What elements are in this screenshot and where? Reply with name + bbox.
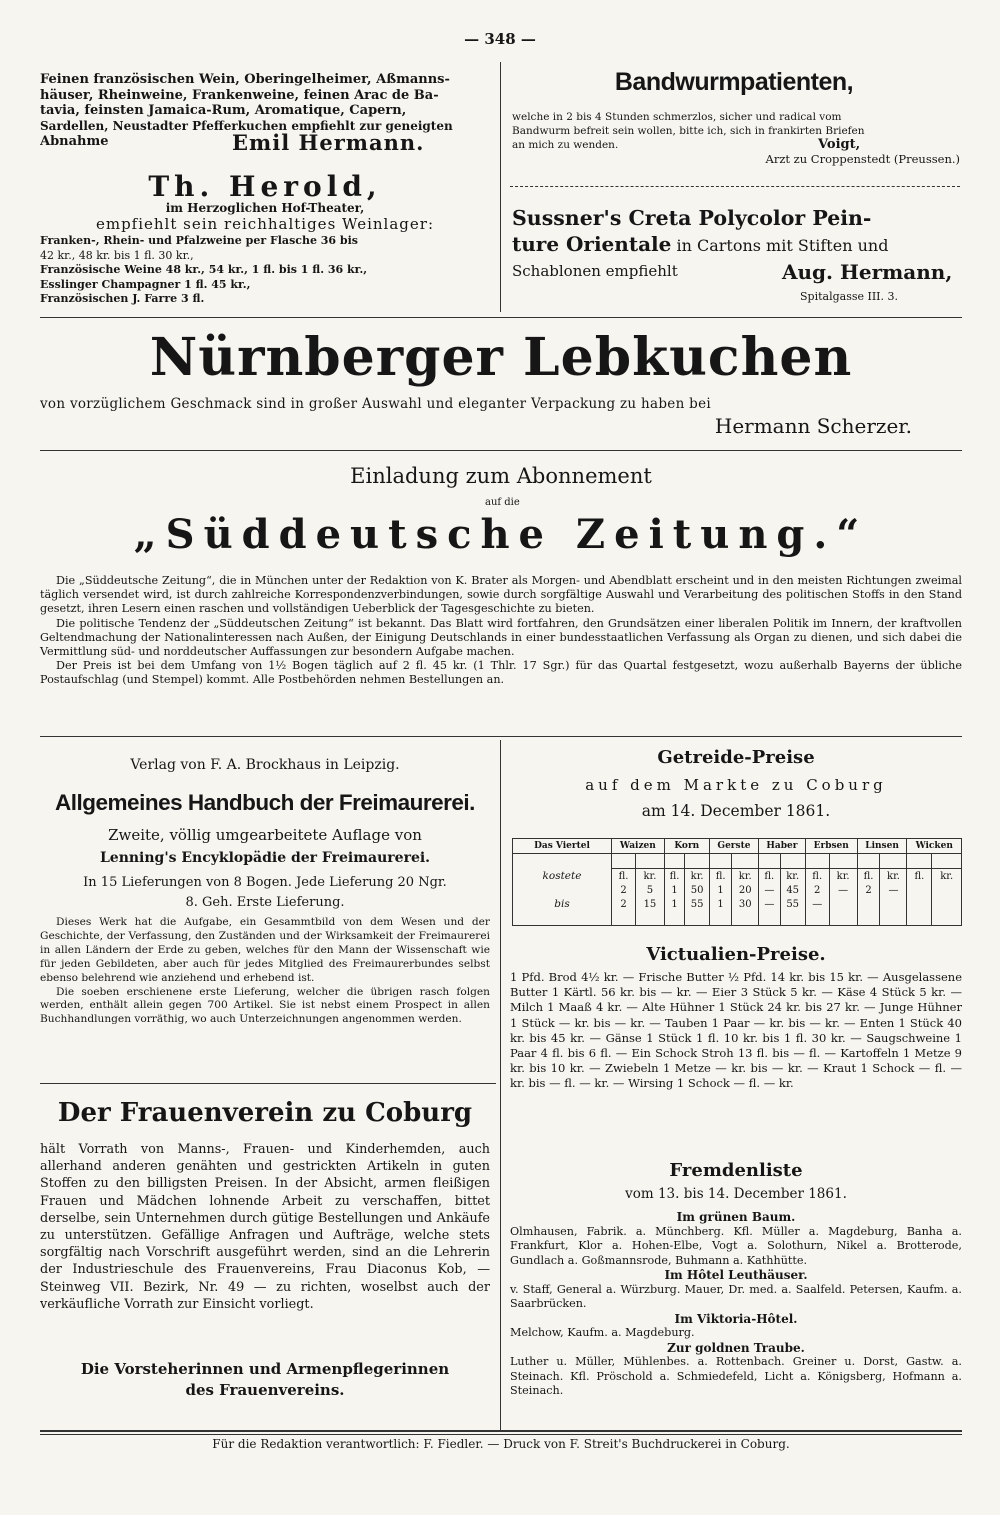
tapeworm-signer-title: Arzt zu Croppenstedt (Preussen.)	[765, 152, 960, 166]
grain-cell: 15	[636, 897, 665, 911]
creta-address: Spitalgasse III. 3.	[800, 290, 899, 303]
grain-cell: 2	[857, 883, 880, 897]
grain-title: Getreide-Preise	[657, 747, 815, 768]
column-divider	[500, 62, 501, 312]
herold-list	[40, 234, 490, 307]
wine-ad-line: Abnahme	[40, 134, 109, 149]
rule	[40, 736, 962, 737]
grain-cell: 2	[612, 897, 636, 911]
herold-line: Französische Weine 48 kr., 54 kr., 1 fl. bis 1 fl. 36 kr.,	[40, 263, 368, 276]
grain-header: Korn	[664, 839, 709, 854]
grain-cell: 55	[685, 897, 709, 911]
grain-unit: kr.	[880, 869, 907, 884]
grain-cell: —	[759, 883, 781, 897]
rule	[40, 317, 962, 318]
guest-entries: Olmhausen, Fabrik. a. Münchberg. Kfl. Müller a. Magdeburg, Banha a. Frankfurt, Klor a. Hohen-Elbe, Vogt a. Solothurn, Nikel a. Brotterode, Gundlach a. Goßmannsrode, Buhmann a. Kathhütte.	[510, 1224, 962, 1267]
lebkuchen-text: von vorzüglichem Geschmack sind in großer Auswahl und eleganter Verpackung zu haben bei	[40, 396, 712, 412]
grain-cell: 55	[780, 897, 805, 911]
grain-cell	[880, 897, 907, 911]
column-divider	[500, 740, 501, 1430]
grain-cell: 1	[664, 883, 685, 897]
guest-entries: Luther u. Müller, Mühlenbes. a. Rottenbach. Greiner u. Dorst, Gastw. a. Steinach. Kfl. Pröschold a. Schmiedefeld, Licht a. Königsberg, Hofmann a. Steinach.	[510, 1355, 962, 1397]
grain-cell: 20	[732, 883, 759, 897]
page-number: — 348 —	[464, 30, 536, 48]
herold-name: Th. Herold,	[148, 170, 382, 203]
grain-cell: —	[805, 897, 829, 911]
grain-row-label: kostete	[513, 869, 612, 884]
subscription-body	[40, 574, 962, 688]
grain-cell: 50	[685, 883, 709, 897]
grain-unit: fl.	[612, 869, 636, 884]
grain-cell: 2	[805, 883, 829, 897]
grain-row-label: bis	[513, 897, 612, 911]
grain-unit: kr.	[732, 869, 759, 884]
grain-cell: 5	[636, 883, 665, 897]
herold-intro: empfiehlt sein reichhaltiges Weinlager:	[95, 215, 435, 233]
subscription-line2: auf die	[485, 497, 520, 508]
lebkuchen-merchant: Hermann Scherzer.	[714, 414, 912, 438]
creta-line2	[512, 232, 972, 256]
tapeworm-title: Bandwurmpatienten,	[614, 68, 854, 96]
grain-header: Erbsen	[805, 839, 857, 854]
grain-unit: fl.	[664, 869, 685, 884]
creta-merchant: Aug. Hermann,	[782, 260, 953, 284]
subscription-line1: Einladung zum Abonnement	[350, 464, 652, 488]
herold-line: Esslinger Champagner 1 fl. 45 kr.,	[40, 277, 251, 291]
freemason-sub2: Lenning's Encyklopädie der Freimaurerei.	[99, 850, 431, 866]
footer-rule	[40, 1430, 962, 1432]
frauenverein-title: Der Frauenverein zu Coburg	[57, 1098, 473, 1128]
creta-line2-rest: in Cartons mit Stiften und	[676, 236, 889, 255]
herold-line: 42 kr., 48 kr. bis 1 fl. 30 kr.,	[40, 248, 194, 262]
grain-unit: kr.	[685, 869, 709, 884]
grain-cell: —	[759, 897, 781, 911]
lebkuchen-title: Nürnberger Lebkuchen	[149, 327, 853, 388]
wine-ad-line: Feinen französischen Wein, Oberingelheimer, Aßmanns-	[40, 72, 450, 87]
grain-subtitle: auf dem Markte zu Coburg	[585, 776, 887, 794]
grain-header-row	[513, 839, 962, 854]
grain-cell: 30	[732, 897, 759, 911]
grain-unit-row	[513, 869, 962, 884]
grain-unit: kr.	[636, 869, 665, 884]
grain-cell: 45	[780, 883, 805, 897]
footer-imprint: Für die Redaktion verantwortlich: F. Fiedler. — Druck von F. Streit's Buchdruckerei in Coburg.	[212, 1437, 790, 1451]
grain-header: Gerste	[709, 839, 758, 854]
wine-ad-line: Sardellen, Neustadter Pfefferkuchen empfiehlt zur geneigten	[40, 118, 453, 133]
grain-cell: —	[880, 883, 907, 897]
grain-unit: fl.	[907, 869, 932, 884]
tapeworm-line: Bandwurm befreit sein wollen, bitte ich, sich in frankirten Briefen	[512, 125, 865, 137]
freemason-title: Allgemeines Handbuch der Freimaurerei.	[55, 790, 475, 815]
herold-line: Französischen J. Farre 3 fl.	[40, 292, 205, 305]
grain-unit: kr.	[932, 869, 962, 884]
tapeworm-line: an mich zu wenden.	[512, 139, 619, 151]
grain-header: Linsen	[857, 839, 907, 854]
guest-hotel: Im Viktoria-Hôtel.	[674, 1311, 798, 1326]
grain-unit: kr.	[780, 869, 805, 884]
grain-cell: 1	[709, 897, 732, 911]
guest-title: Fremdenliste	[669, 1160, 803, 1181]
guest-hotel: Im Hôtel Leuthäuser.	[664, 1268, 808, 1282]
grain-cell	[932, 897, 962, 911]
separator	[510, 186, 960, 187]
grain-cell	[857, 897, 880, 911]
grain-unit: fl.	[709, 869, 732, 884]
freemason-sub3: In 15 Lieferungen von 8 Bogen. Jede Lieferung 20 Ngr.	[83, 875, 447, 890]
grain-cell: 1	[709, 883, 732, 897]
grain-cell: 2	[612, 883, 636, 897]
tapeworm-line: welche in 2 bis 4 Stunden schmerzlos, sicher und radical vom	[512, 111, 842, 123]
freemason-body	[40, 916, 490, 1027]
frauenverein-text: hält Vorrath von Manns-, Frauen- und Kinderhemden, auch allerhand anderen genähten und gestrickten Artikeln in guten Stoffen zu den billigsten Preisen. In der Absicht, armen fleißigen Frauen und Mädchen lohnende Arbeit zu verschaffen, bittet derselbe, sein Unternehmen durch gütige Bestellungen und Ankäufe zu unterstützen. Gefällige Anfragen und Aufträge, welche stets sorgfältig nach Vorschrift ausgeführt werden, sind an die Lehrerin der Industrieschule des Frauenvereins, Frau Diaconus Kob, — Steinweg VII. Bezirk, Nr. 49 — zu richten, woselbst auch der verkäufliche Vorrath zur Einsicht vorliegt.	[40, 1142, 490, 1312]
tapeworm-text	[512, 110, 962, 152]
grain-unit: kr.	[829, 869, 857, 884]
frauenverein-signature1: Die Vorsteherinnen und Armenpflegerinnen	[80, 1360, 450, 1378]
rule	[40, 1083, 496, 1084]
creta-line2-bold: ture Orientale	[512, 232, 672, 256]
grain-row	[513, 897, 962, 911]
grain-unit: fl.	[759, 869, 781, 884]
victual-title: Victualien-Preise.	[646, 944, 826, 965]
wine-ad-line: tavia, feinsten Jamaica-Rum, Aromatique, Capern,	[40, 103, 407, 118]
wine-ad-line: häuser, Rheinweine, Frankenweine, feinen Arac de Ba-	[40, 87, 439, 103]
guest-entries: v. Staff, General a. Würzburg. Mauer, Dr. med. a. Saalfeld. Petersen, Kaufm. a. Saarbrücken.	[510, 1282, 962, 1310]
herold-line: Franken-, Rhein- und Pfalzweine per Flasche 36 bis	[40, 234, 358, 247]
grain-cell	[932, 883, 962, 897]
freemason-paragraph: Die soeben erschienene erste Lieferung, welcher die übrigen rasch folgen werden, enthält allein gegen 700 Artikel. Sie ist nebst einem Prospect in allen Buchhandlungen vorräthig, wo auch Unterzeichnungen angenommen werden.	[40, 985, 490, 1026]
subscription-paragraph: Die „Süddeutsche Zeitung“, die in München unter der Redaktion von K. Brater als Morgen- und Abendblatt erscheint und in den meisten Richtungen zweimal täglich versendet wird, ist durch zahlreiche Korrespondenzverbindungen, sowie durch sorgfältige Auswahl und Verarbeitung des politischen Stoffs in den Stand gesetzt, ihren Lesern einen raschen und vollständigen Ueberblick der Tagesgeschichte zu bieten.	[40, 574, 962, 616]
grain-unit: fl.	[857, 869, 880, 884]
guest-entries: Melchow, Kaufm. a. Magdeburg.	[510, 1326, 695, 1339]
footer-rule	[40, 1434, 962, 1435]
freemason-publisher: Verlag von F. A. Brockhaus in Leipzig.	[130, 757, 400, 773]
grain-cell	[907, 883, 932, 897]
rule	[40, 450, 962, 451]
grain-spacer-row	[513, 854, 962, 869]
herold-location: im Herzoglichen Hof-Theater,	[165, 201, 365, 215]
grain-date: am 14. December 1861.	[641, 802, 831, 820]
creta-line1: Sussner's Creta Polycolor Pein-	[512, 206, 872, 230]
grain-cell: 1	[664, 897, 685, 911]
guest-hotel: Im grünen Baum.	[676, 1210, 796, 1224]
grain-header: Haber	[759, 839, 806, 854]
victual-text: 1 Pfd. Brod 4½ kr. — Frische Butter ½ Pfd. 14 kr. bis 15 kr. — Ausgelassene Butter 1 Kärtl. 56 kr. bis — kr. — Eier 3 Stück 5 kr. — Käse 4 Stück 5 kr. — Milch 1 Maaß 4 kr. — Alte Hühner 1 Stück 24 kr. bis 27 kr. — Junge Hühner 1 Stück — kr. bis — kr. — Tauben 1 Paar — kr. bis — kr. — Enten 1 Stück 40 kr. bis 45 kr. — Gänse 1 Stück 1 fl. 10 kr. bis 1 fl. 30 kr. — Saugschweine 1 Paar 4 fl. bis 6 fl. — Ein Schock Stroh 13 fl. bis — fl. — Kartoffeln 1 Metze 9 kr. bis 10 kr. — Zwiebeln 1 Metze — kr. bis — kr. — Kraut 1 Schock — fl. — kr. bis — fl. — kr. — Wirsing 1 Schock — fl. — kr.	[510, 970, 962, 1091]
grain-table	[512, 838, 962, 926]
frauenverein-signature2: des Frauenvereins.	[185, 1381, 345, 1399]
grain-cell	[829, 897, 857, 911]
grain-header: Waizen	[612, 839, 665, 854]
subscription-paragraph: Der Preis ist bei dem Umfang von 1½ Bogen täglich auf 2 fl. 45 kr. (1 Thlr. 17 Sgr.) für das Quartal festgesetzt, wozu außerhalb Bayerns der übliche Postaufschlag (und Stempel) kommt. Alle Postbehörden nehmen Bestellungen an.	[40, 659, 962, 687]
subscription-paragraph: Die politische Tendenz der „Süddeutschen Zeitung“ ist bekannt. Das Blatt wird fortfahren, den Grundsätzen einer liberalen Politik im Innern, der kraftvollen Geltendmachung der Nationalinteressen nach Außen, der Einigung Deutschlands in einer bundesstaatlichen Verfassung als Organ zu dienen, und sich dabei die Vermittlung süd- und norddeutscher Auffassungen zur besondern Aufgabe machen.	[40, 616, 962, 659]
guest-list	[510, 1210, 962, 1399]
grain-row	[513, 883, 962, 897]
wine-ad-merchant: Emil Hermann.	[232, 130, 425, 155]
guest-date: vom 13. bis 14. December 1861.	[625, 1186, 847, 1202]
grain-header: Wicken	[907, 839, 962, 854]
grain-header: Das Viertel	[513, 839, 612, 854]
subscription-title: „Süddeutsche Zeitung.“	[133, 511, 869, 558]
creta-line3: Schablonen empfiehlt	[512, 262, 678, 280]
grain-cell	[907, 897, 932, 911]
freemason-paragraph: Dieses Werk hat die Aufgabe, ein Gesammtbild von dem Wesen und der Geschichte, der Verfassung, den Zuständen und der Wirksamkeit der Freimaurerei in allen Ländern der Erde zu geben, welches für den Mann der Wissenschaft wie für jeden Gebildeten, aber auch für jedes Mitglied des Freimaurerbundes selbst ebenso belehrend wie anziehend und erhebend ist.	[40, 916, 490, 984]
freemason-sub1: Zweite, völlig umgearbeitete Auflage von	[108, 826, 422, 844]
grain-spacer-row	[513, 911, 962, 926]
grain-unit: fl.	[805, 869, 829, 884]
guest-hotel: Zur goldnen Traube.	[667, 1340, 805, 1355]
tapeworm-signer: Voigt,	[818, 137, 861, 152]
freemason-sub4: 8. Geh. Erste Lieferung.	[185, 895, 345, 910]
grain-cell: —	[829, 883, 857, 897]
